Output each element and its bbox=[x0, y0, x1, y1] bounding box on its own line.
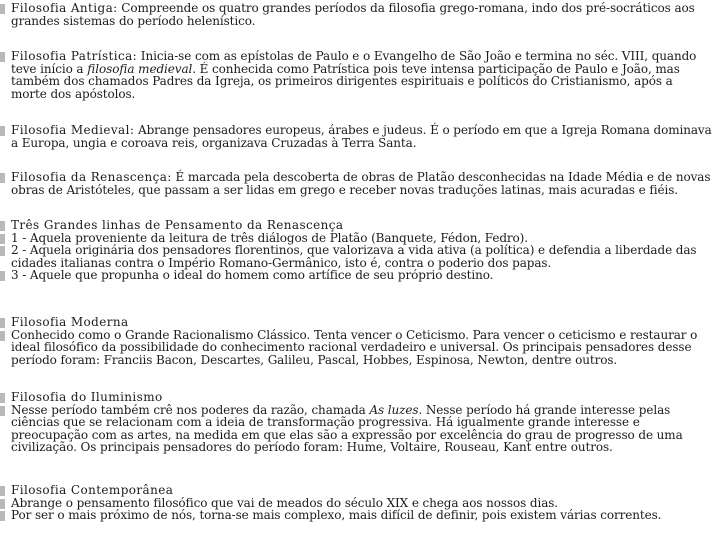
list-item: Por ser o mais próximo de nós, torna-se mais complexo, mais difícil de definir, pois existem várias correntes. bbox=[0, 509, 712, 522]
section-title: Filosofia Medieval: bbox=[11, 123, 135, 137]
section-title: Filosofia Contemporânea bbox=[0, 484, 712, 497]
section-title: Filosofia Antiga: bbox=[11, 1, 118, 15]
section-title: Três Grandes linhas de Pensamento da Renascença bbox=[0, 219, 712, 232]
paragraph-medieval bbox=[0, 124, 712, 149]
section-title: Filosofia Patrística: bbox=[11, 49, 138, 63]
paragraph-renascenca bbox=[0, 171, 712, 196]
section-filosofia-contemporanea bbox=[0, 484, 712, 522]
section-text: Abrange pensadores europeus, árabes e judeus. É o período em que a Igreja Romana dominava a Europa, ungia e coroava reis, organizava Cruzadas à Terra Santa. bbox=[11, 123, 712, 150]
emphasis-text: filosofia medieval bbox=[87, 61, 193, 76]
list-item: 2 - Aquela originária dos pensadores florentinos, que valorizava a vida ativa (a política) e defendia a liberdade das cidades italianas contra o Império Romano-Germânico, isto é, contra o poderio dos papas. bbox=[0, 244, 712, 269]
paragraph-antiga bbox=[0, 2, 712, 27]
section-filosofia-renascenca bbox=[0, 171, 712, 196]
list-item: 3 - Aquele que propunha o ideal do homem como artífice de seu próprio destino. bbox=[0, 269, 712, 282]
section-filosofia-medieval bbox=[0, 124, 712, 149]
section-text: Nesse período também crê nos poderes da razão, chamada bbox=[11, 402, 370, 417]
section-text: Compreende os quatro grandes períodos da filosofia grego-romana, indo dos pré-socráticos aos grandes sistemas do período helenístico. bbox=[11, 1, 695, 28]
section-title: Filosofia da Renascença: bbox=[11, 170, 172, 184]
section-filosofia-patristica bbox=[0, 50, 712, 100]
section-text: Conhecido como o Grande Racionalismo Clássico. Tenta vencer o Ceticismo. Para vencer o ceticismo e restaurar o ideal filosófico da possibilidade do conhecimento racional verdadeiro e universal. Os principais pensadores desse período foram: Franciis Bacon, Descartes, Galileu, Pascal, Hobbes, Espinosa, Newton, dentre outros. bbox=[0, 329, 712, 367]
list-item: Abrange o pensamento filosófico que vai de meados do século XIX e chega aos nossos dias. bbox=[0, 497, 712, 510]
paragraph-patristica bbox=[0, 50, 712, 100]
section-text: . Nesse período há grande interesse pelas ciências que se relacionam com a ideia de transformação progressiva. Há igualmente grande interesse e preocupação com as artes, na medida em que elas são a expressão por excelência do grau de progresso de uma civilização. Os principais pensadores do período foram: Hume, Voltaire, Rouseau, Kant entre outros. bbox=[11, 402, 683, 455]
section-text: Inicia-se com as epístolas de Paulo e o Evangelho de São João e termina no séc. VIII, quando teve início a bbox=[11, 49, 697, 76]
section-text: É marcada pela descoberta de obras de Platão desconhecidas na Idade Média e de novas obras de Aristóteles, que passam a ser lidas em grego e receber novas traduções latinas, mais acuradas e fiéis. bbox=[11, 170, 711, 197]
paragraph-iluminismo bbox=[0, 404, 712, 454]
section-filosofia-moderna bbox=[0, 316, 712, 366]
section-title: Filosofia Moderna bbox=[0, 316, 712, 329]
section-filosofia-antiga bbox=[0, 2, 712, 27]
emphasis-text: As luzes bbox=[369, 402, 419, 417]
section-title: Filosofia do Iluminismo bbox=[0, 391, 712, 404]
section-text: . É conhecida como Patrística pois teve intensa participação de Paulo e João, mas também dos chamados Padres da Igreja, os primeiros dirigentes espirituais e políticos do Cristianismo, após a morte dos apóstolos. bbox=[11, 61, 680, 101]
list-item: 1 - Aquela proveniente da leitura de três diálogos de Platão (Banquete, Fédon, Fedro). bbox=[0, 232, 712, 245]
section-filosofia-iluminismo bbox=[0, 391, 712, 454]
section-tres-grandes-linhas bbox=[0, 219, 712, 282]
